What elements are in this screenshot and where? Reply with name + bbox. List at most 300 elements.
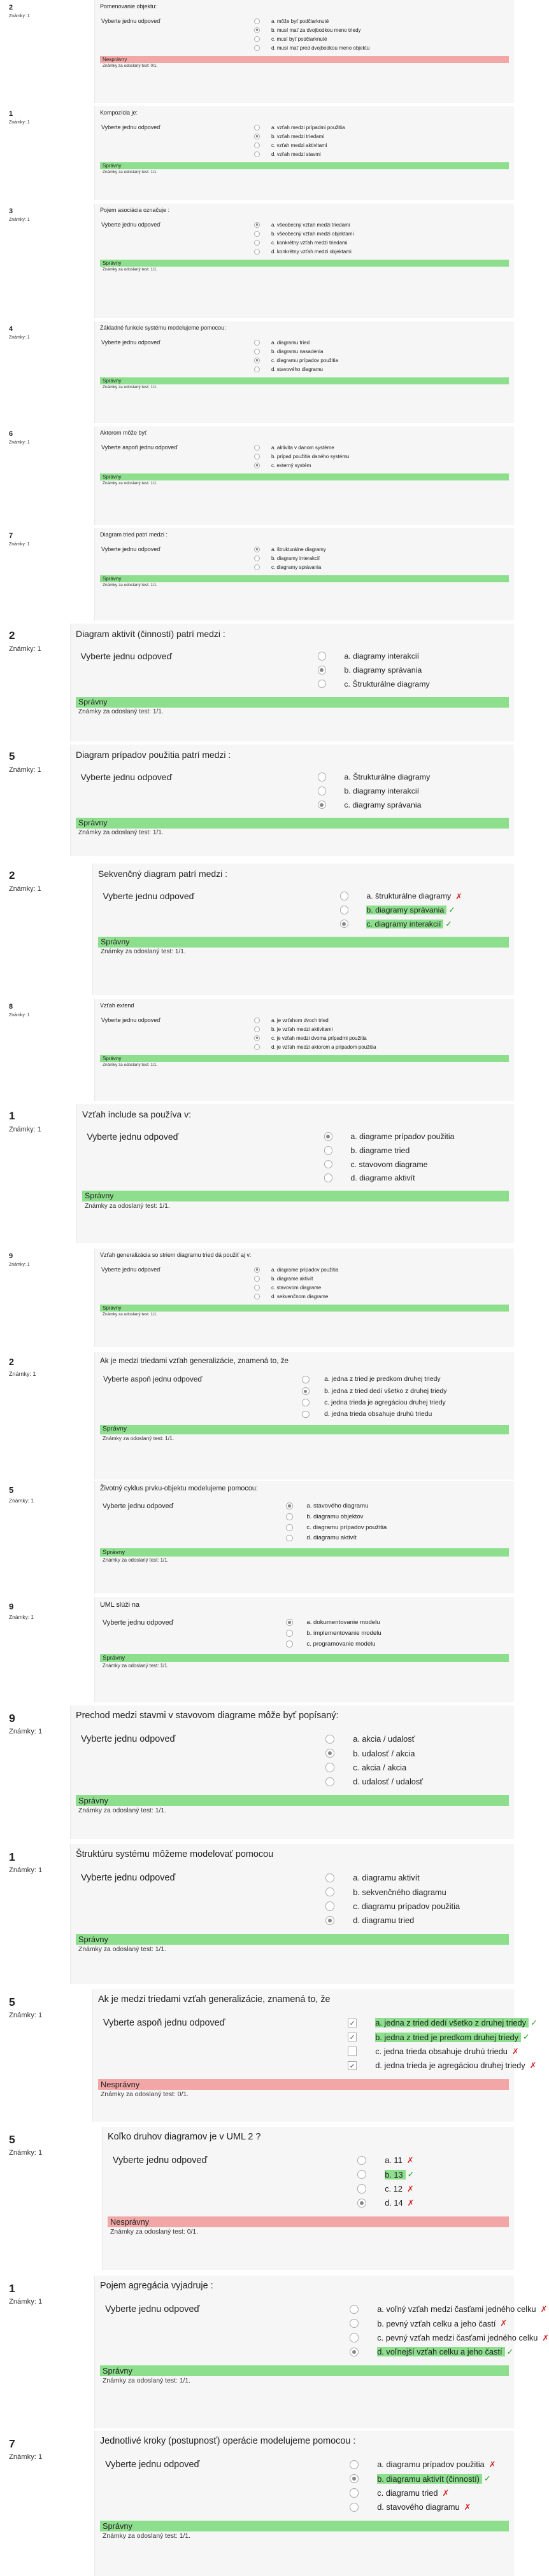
answer-option[interactable] xyxy=(302,1374,449,1385)
score-text: Známky za odoslaný test: 1/1. xyxy=(78,829,164,837)
answer-option[interactable] xyxy=(302,1408,449,1420)
answer-option[interactable] xyxy=(324,1144,457,1158)
answer-option[interactable] xyxy=(254,443,352,452)
question-text: Pojem asociácia označuje : xyxy=(100,207,170,213)
question-number: 6 xyxy=(9,430,13,438)
answer-radio[interactable] xyxy=(302,1399,310,1406)
answer-option[interactable] xyxy=(254,43,372,52)
answer-radio[interactable] xyxy=(340,920,349,928)
answer-label: c. stavovom diagrame xyxy=(350,1159,428,1169)
answer-options xyxy=(318,649,432,690)
question-content xyxy=(70,1844,514,1984)
answer-option[interactable] xyxy=(340,889,462,903)
answer-radio[interactable] xyxy=(286,1630,293,1637)
cross-icon: ✗ xyxy=(500,2318,508,2328)
answer-option[interactable] xyxy=(254,365,341,374)
question-number: 2 xyxy=(9,629,15,642)
answer-label: d. 14 xyxy=(385,2198,403,2208)
answer-option[interactable] xyxy=(254,1283,341,1292)
answer-radio[interactable] xyxy=(254,36,260,42)
answer-radio[interactable] xyxy=(254,564,260,570)
answer-radio[interactable] xyxy=(254,463,260,468)
answer-radio[interactable] xyxy=(254,125,260,130)
question-block xyxy=(0,1249,514,1347)
answer-option[interactable] xyxy=(254,554,329,563)
answer-options xyxy=(254,1016,378,1051)
answer-radio[interactable] xyxy=(254,1018,260,1023)
answer-option[interactable] xyxy=(348,2044,538,2058)
answer-radio[interactable] xyxy=(254,445,260,451)
answer-label: b. diagramu nasadenia xyxy=(271,348,324,354)
answer-option[interactable] xyxy=(254,563,329,571)
cross-icon: ✗ xyxy=(464,2502,471,2512)
answer-radio[interactable] xyxy=(324,1173,333,1182)
answer-radio[interactable] xyxy=(254,1276,260,1282)
question-content xyxy=(94,2276,549,2428)
answer-checkbox[interactable] xyxy=(348,2047,357,2055)
answer-options xyxy=(254,1265,341,1301)
answer-option[interactable] xyxy=(254,123,348,132)
question-text: Sekvenčný diagram patrí medzi : xyxy=(98,868,227,879)
question-marks: Známky: 1 xyxy=(9,2012,43,2020)
answer-option[interactable] xyxy=(318,649,432,663)
answer-option[interactable] xyxy=(254,247,356,256)
answer-option[interactable] xyxy=(324,1130,457,1144)
answer-option[interactable] xyxy=(350,2302,549,2316)
answer-options xyxy=(348,2016,538,2073)
answer-prompt: Vyberte jednu odpoveď xyxy=(103,891,195,902)
answer-option[interactable] xyxy=(286,1522,389,1533)
answer-option[interactable] xyxy=(254,17,372,25)
answer-option[interactable] xyxy=(286,1533,389,1544)
feedback-bar: Správny xyxy=(100,377,509,384)
score-text: Známky za odoslaný test: 1/1. xyxy=(103,267,158,272)
answer-radio[interactable] xyxy=(318,787,327,795)
answer-option[interactable] xyxy=(348,2030,538,2044)
feedback-bar: Správny xyxy=(100,473,509,480)
answer-options xyxy=(254,545,329,571)
answer-option[interactable] xyxy=(254,1025,378,1033)
question-info xyxy=(0,1352,94,1480)
answer-radio[interactable] xyxy=(318,680,327,689)
answer-option[interactable] xyxy=(254,347,341,356)
answer-prompt: Vyberte jednu odpoveď xyxy=(101,1266,160,1273)
score-text: Známky za odoslaný test: 1/1. xyxy=(103,170,158,174)
answer-option[interactable] xyxy=(254,452,352,461)
answer-radio[interactable] xyxy=(254,151,260,157)
cross-icon: ✗ xyxy=(529,2060,537,2070)
answer-label: b. diagramy správania xyxy=(366,906,446,914)
question-content xyxy=(94,1481,514,1593)
answer-label: a. akcia / udalosť xyxy=(353,1734,415,1744)
answer-label: b. diagrame aktivít xyxy=(271,1275,313,1282)
answer-radio[interactable] xyxy=(254,349,260,354)
answer-label: b. musí mať za dvojbodkou meno triedy xyxy=(271,27,361,33)
answer-radio[interactable] xyxy=(318,773,327,781)
score-text: Známky za odoslaný test: 1/1. xyxy=(101,948,186,956)
cross-icon: ✗ xyxy=(442,2488,450,2498)
answer-label: c. programovanie modelu xyxy=(306,1640,376,1648)
answer-radio[interactable] xyxy=(254,27,260,33)
question-block xyxy=(0,106,514,200)
answer-option[interactable] xyxy=(254,1265,341,1274)
answer-label: c. diagramy správania xyxy=(271,564,322,570)
answer-option[interactable] xyxy=(325,1914,462,1928)
answer-radio[interactable] xyxy=(325,1749,334,1758)
answer-option[interactable] xyxy=(254,1274,341,1283)
answer-option[interactable] xyxy=(254,1016,378,1025)
answer-option[interactable] xyxy=(254,25,372,34)
check-icon: ✓ xyxy=(522,2032,530,2042)
question-marks: Známky: 1 xyxy=(9,1497,34,1504)
answer-option[interactable] xyxy=(350,2500,496,2514)
answer-radio[interactable] xyxy=(357,2156,366,2165)
answer-radio[interactable] xyxy=(357,2184,366,2193)
question-number: 7 xyxy=(9,532,13,540)
question-content xyxy=(94,1352,514,1480)
question-text: Životný cyklus prvku-objektu modelujeme pomocou: xyxy=(100,1485,258,1492)
question-number: 4 xyxy=(9,325,13,333)
answer-option[interactable] xyxy=(302,1397,449,1408)
question-block xyxy=(0,1705,514,1839)
answer-options xyxy=(350,2302,549,2360)
answer-option[interactable] xyxy=(348,2016,538,2030)
answer-radio[interactable] xyxy=(254,340,260,346)
question-content xyxy=(94,106,514,200)
answer-option[interactable] xyxy=(254,132,348,141)
answer-radio[interactable] xyxy=(254,240,260,246)
question-block xyxy=(0,1352,514,1480)
question-info xyxy=(0,1481,94,1593)
score-text: Známky za odoslaný test: 0/1. xyxy=(103,64,158,68)
answer-checkbox[interactable]: ✓ xyxy=(348,2061,357,2070)
check-icon: ✓ xyxy=(445,920,452,929)
answer-label: c. diagramy správania xyxy=(344,800,422,809)
answer-radio[interactable] xyxy=(254,367,260,372)
question-text: Koľko druhov diagramov je v UML 2 ? xyxy=(108,2132,261,2142)
answer-option[interactable] xyxy=(350,2316,549,2330)
question-info xyxy=(0,999,94,1101)
question-info xyxy=(0,321,94,423)
question-marks: Známky: 1 xyxy=(9,1614,34,1621)
feedback-bar: Nesprávny xyxy=(98,2079,509,2090)
question-text: Vzťah generalizácia so striem diagramu tried dá použiť aj v: xyxy=(100,1252,252,1258)
score-text: Známky za odoslaný test: 1/1. xyxy=(103,2377,191,2384)
cross-icon: ✗ xyxy=(407,2197,415,2208)
answer-prompt: Vyberte jednu odpoveď xyxy=(105,2459,200,2470)
answer-option[interactable] xyxy=(325,1871,462,1885)
answer-option[interactable] xyxy=(286,1511,389,1522)
question-number: 7 xyxy=(9,2437,15,2450)
answer-option[interactable] xyxy=(340,917,462,931)
answer-radio[interactable] xyxy=(254,556,260,561)
question-block xyxy=(0,204,514,318)
question-text: Diagram aktivít (činností) patrí medzi : xyxy=(76,628,225,639)
score-text: Známky za odoslaný test: 1/1. xyxy=(103,1063,158,1067)
question-number: 1 xyxy=(9,110,13,118)
answer-option[interactable] xyxy=(325,1732,425,1746)
answer-radio[interactable] xyxy=(254,1026,260,1032)
answer-radio[interactable] xyxy=(286,1641,293,1648)
answer-option[interactable] xyxy=(286,1639,384,1649)
question-number: 2 xyxy=(9,869,15,882)
answer-option[interactable] xyxy=(318,770,433,784)
answer-option[interactable] xyxy=(357,2196,414,2210)
answer-option[interactable] xyxy=(325,1885,462,1899)
question-block xyxy=(0,426,514,525)
answer-option[interactable] xyxy=(254,238,356,247)
answer-option[interactable] xyxy=(350,2345,549,2359)
answer-options xyxy=(357,2153,414,2211)
answer-options xyxy=(350,2458,496,2515)
answer-option[interactable] xyxy=(318,784,433,798)
answer-label: a. diagramu tried xyxy=(271,339,310,346)
question-block xyxy=(0,1481,514,1593)
answer-radio[interactable] xyxy=(324,1160,333,1169)
answer-label: b. jedna z tried je predkom druhej triedy xyxy=(375,2033,521,2042)
answer-option[interactable] xyxy=(254,1033,378,1042)
answer-prompt: Vyberte jednu odpoveď xyxy=(103,1618,174,1627)
question-marks: Známky: 1 xyxy=(9,2298,43,2306)
answer-radio[interactable] xyxy=(254,249,260,255)
question-block xyxy=(0,624,514,741)
question-block xyxy=(0,864,514,995)
answer-radio[interactable] xyxy=(286,1535,293,1542)
answer-radio[interactable] xyxy=(350,2305,359,2314)
answer-radio[interactable] xyxy=(286,1619,293,1626)
answer-prompt: Vyberte jednu odpoveď xyxy=(101,124,160,130)
answer-label: c. akcia / akcia xyxy=(353,1763,407,1773)
feedback-bar: Správny xyxy=(82,1191,509,1201)
answer-option[interactable] xyxy=(254,34,372,43)
answer-radio[interactable] xyxy=(357,2199,366,2208)
question-text: Jednotlivé kroky (postupnosť) operácie modelujeme pomocou : xyxy=(100,2436,356,2446)
feedback-bar: Správny xyxy=(100,575,509,582)
answer-radio[interactable] xyxy=(254,222,260,228)
question-marks: Známky: 1 xyxy=(9,885,41,893)
answer-option[interactable] xyxy=(254,461,352,470)
answer-radio[interactable] xyxy=(325,1887,334,1896)
answer-option[interactable] xyxy=(318,798,433,812)
answer-label: d. je vzťah medzi aktorom a prípadom použitia xyxy=(271,1044,376,1050)
question-text: Vzťah extend xyxy=(100,1002,134,1009)
answer-option[interactable] xyxy=(302,1385,449,1397)
answer-label: d. diagramu tried xyxy=(353,1915,415,1926)
answer-option[interactable] xyxy=(254,1292,341,1301)
question-marks: Známky: 1 xyxy=(9,1013,30,1018)
answer-option[interactable] xyxy=(350,2458,496,2472)
answer-option[interactable] xyxy=(286,1628,384,1639)
answer-radio[interactable] xyxy=(254,1035,260,1041)
question-block xyxy=(0,1104,514,1243)
answer-option[interactable] xyxy=(254,141,348,150)
answer-option[interactable] xyxy=(325,1775,425,1789)
answer-options xyxy=(318,770,433,811)
answer-radio[interactable] xyxy=(350,2474,359,2483)
answer-radio[interactable] xyxy=(286,1513,293,1520)
answer-label: a. 11 xyxy=(385,2155,403,2166)
answer-options xyxy=(324,1130,457,1185)
answer-option[interactable] xyxy=(357,2167,414,2181)
question-number: 9 xyxy=(9,1252,13,1260)
answer-radio[interactable] xyxy=(325,1735,334,1744)
answer-option[interactable] xyxy=(318,677,432,691)
answer-radio[interactable] xyxy=(286,1502,293,1509)
answer-option[interactable] xyxy=(254,150,348,158)
answer-option[interactable] xyxy=(254,338,341,347)
answer-option[interactable] xyxy=(350,2330,549,2344)
answer-radio[interactable] xyxy=(318,666,327,675)
question-number: 8 xyxy=(9,1003,13,1011)
answer-option[interactable] xyxy=(357,2153,414,2167)
answer-option[interactable] xyxy=(357,2181,414,2195)
answer-radio[interactable] xyxy=(340,906,349,914)
answer-radio[interactable] xyxy=(324,1146,333,1155)
question-info xyxy=(0,1597,94,1702)
answer-label: b. diagrame tried xyxy=(350,1145,410,1155)
answer-radio[interactable] xyxy=(254,1294,260,1299)
feedback-bar: Správny xyxy=(100,1548,509,1557)
answer-radio[interactable] xyxy=(325,1916,334,1925)
question-marks: Známky: 1 xyxy=(9,1728,43,1736)
answer-label: a. štrukturálne diagramy xyxy=(271,546,326,552)
answer-radio[interactable] xyxy=(350,2348,359,2356)
answer-option[interactable] xyxy=(254,220,356,229)
answer-option[interactable] xyxy=(350,2472,496,2486)
question-content xyxy=(92,1989,538,2122)
check-icon: ✓ xyxy=(506,2346,514,2356)
answer-radio[interactable] xyxy=(325,1901,334,1910)
answer-option[interactable] xyxy=(325,1899,462,1913)
answer-options xyxy=(254,123,348,158)
question-marks: Známky: 1 xyxy=(9,2453,43,2461)
answer-checkbox[interactable]: ✓ xyxy=(348,2019,357,2027)
check-icon: ✓ xyxy=(448,906,455,915)
question-block xyxy=(0,1989,538,2122)
answer-label: c. musí byť podčiarknuté xyxy=(271,36,327,42)
score-text: Známky za odoslaný test: 1/1. xyxy=(103,583,158,587)
feedback-bar: Správny xyxy=(76,697,509,708)
cross-icon: ✗ xyxy=(406,2183,414,2194)
answer-option[interactable] xyxy=(254,229,356,238)
answer-label: a. diagramu prípadov použitia xyxy=(377,2460,485,2470)
answer-radio[interactable] xyxy=(325,1763,334,1772)
answer-radio[interactable] xyxy=(302,1376,310,1383)
answer-option[interactable] xyxy=(340,903,462,917)
answer-radio[interactable] xyxy=(302,1411,310,1418)
answer-radio[interactable] xyxy=(254,1267,260,1273)
answer-radio[interactable] xyxy=(350,2488,359,2497)
answer-radio[interactable] xyxy=(254,454,260,459)
answer-radio[interactable] xyxy=(325,1873,334,1882)
cross-icon: ✗ xyxy=(406,2155,414,2165)
feedback-bar: Správny xyxy=(100,260,509,267)
answer-radio[interactable] xyxy=(254,45,260,51)
question-block xyxy=(0,2431,514,2576)
answer-label: b. diagramy interakcií xyxy=(344,786,420,795)
answer-radio[interactable] xyxy=(254,358,260,363)
question-text: Základné funkcie systému modelujeme pomocou: xyxy=(100,325,226,331)
answer-label: c. vzťah medzi aktivitami xyxy=(271,142,327,148)
cross-icon: ✗ xyxy=(455,892,462,901)
answer-radio[interactable] xyxy=(254,143,260,148)
answer-radio[interactable] xyxy=(340,892,349,900)
question-marks: Známky: 1 xyxy=(9,766,41,774)
answer-option[interactable] xyxy=(324,1171,457,1185)
cross-icon: ✗ xyxy=(540,2304,548,2314)
question-text: Vzťah include sa používa v: xyxy=(82,1109,192,1119)
feedback-bar: Správny xyxy=(76,1934,509,1945)
answer-option[interactable] xyxy=(325,1746,425,1760)
answer-option[interactable] xyxy=(254,545,329,554)
answer-option[interactable] xyxy=(254,1042,378,1051)
question-text: Aktorom môže byť xyxy=(100,430,147,436)
answer-label: c. jedna trieda obsahuje druhú triedu xyxy=(375,2047,508,2057)
answer-radio[interactable] xyxy=(254,1285,260,1291)
answer-label: c. pevný vzťah medzi časťami jedného celku xyxy=(377,2333,538,2343)
question-info xyxy=(0,1104,76,1243)
question-content xyxy=(92,864,514,995)
answer-option[interactable] xyxy=(348,2059,538,2073)
check-icon: ✓ xyxy=(531,2017,538,2027)
answer-radio[interactable] xyxy=(350,2333,359,2342)
question-content xyxy=(94,528,514,620)
answer-option[interactable] xyxy=(286,1617,384,1628)
answer-radio[interactable] xyxy=(350,2503,359,2512)
answer-checkbox[interactable]: ✓ xyxy=(348,2033,357,2041)
answer-prompt: Vyberte jednu odpoveď xyxy=(101,18,160,24)
answer-prompt: Vyberte jednu odpoveď xyxy=(81,1872,176,1883)
answer-label: b. vzťah medzi triedami xyxy=(271,133,325,139)
answer-options xyxy=(254,220,356,256)
answer-radio[interactable] xyxy=(318,652,327,661)
question-content xyxy=(94,2431,514,2576)
answer-radio[interactable] xyxy=(254,547,260,552)
answer-radio[interactable] xyxy=(357,2170,366,2179)
answer-radio[interactable] xyxy=(324,1132,333,1141)
answer-option[interactable] xyxy=(254,356,341,365)
answer-label: d. sekvenčnom diagrame xyxy=(271,1293,329,1299)
question-info xyxy=(0,1249,94,1347)
question-content xyxy=(70,1705,514,1839)
answer-radio[interactable] xyxy=(254,18,260,24)
answer-radio[interactable] xyxy=(350,2319,359,2328)
answer-option[interactable] xyxy=(324,1158,457,1172)
question-block xyxy=(0,528,514,620)
question-info xyxy=(0,426,94,525)
answer-radio[interactable] xyxy=(286,1524,293,1531)
answer-option[interactable] xyxy=(325,1760,425,1774)
score-text: Známky za odoslaný test: 1/1. xyxy=(103,481,158,486)
answer-option[interactable] xyxy=(286,1501,389,1511)
question-number: 1 xyxy=(9,2281,15,2295)
answer-prompt: Vyberte jednu odpoveď xyxy=(101,1017,160,1023)
answer-option[interactable] xyxy=(318,663,432,677)
cross-icon: ✗ xyxy=(488,2459,496,2469)
answer-radio[interactable] xyxy=(318,801,327,809)
answer-radio[interactable] xyxy=(350,2460,359,2469)
answer-option[interactable] xyxy=(350,2486,496,2500)
answer-label: a. štrukturálne diagramy xyxy=(366,892,452,901)
answer-radio[interactable] xyxy=(254,134,260,139)
answer-radio[interactable] xyxy=(254,231,260,237)
answer-radio[interactable] xyxy=(302,1387,310,1395)
question-marks: Známky: 1 xyxy=(9,218,30,222)
answer-radio[interactable] xyxy=(254,1044,260,1050)
question-number: 9 xyxy=(9,1711,15,1725)
answer-radio[interactable] xyxy=(325,1777,334,1786)
answer-options xyxy=(325,1732,425,1789)
